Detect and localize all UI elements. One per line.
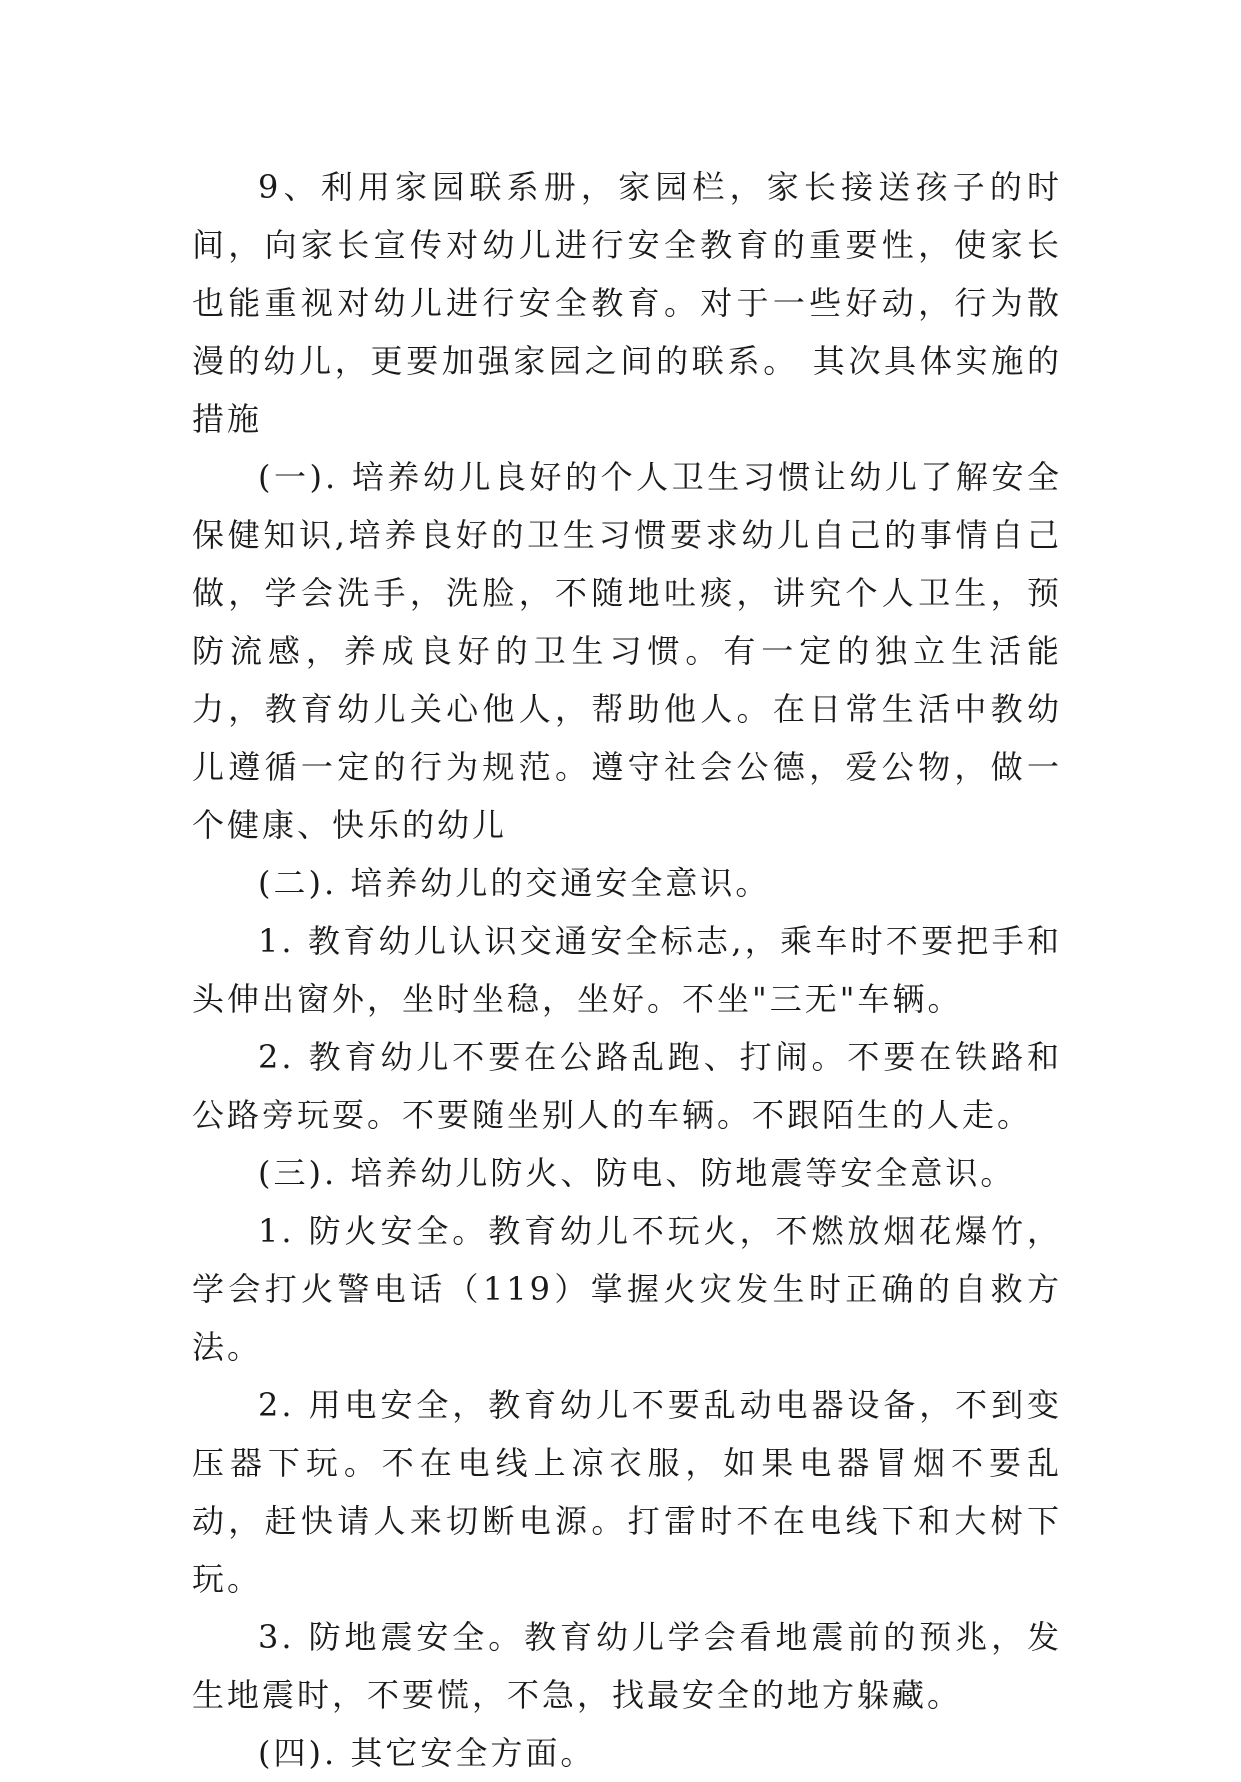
- paragraph-earthquake-safety: 3. 防地震安全。教育幼儿学会看地震前的预兆，发生地震时，不要慌，不急，找最安全的地方躲藏。: [192, 1618, 1062, 1714]
- paragraph-fire-safety: 1. 防火安全。教育幼儿不玩火，不燃放烟花爆竹，学会打火警电话（119）掌握火灾发生时正确的自救方法。: [192, 1212, 1062, 1366]
- paragraph-road-safety: 2. 教育幼儿不要在公路乱跑、打闹。不要在铁路和公路旁玩耍。不要随坐别人的车辆。不跟陌生的人走。: [192, 1038, 1062, 1134]
- heading-other-safety: (四). 其它安全方面。: [258, 1734, 596, 1772]
- document-body: [192, 158, 1062, 1782]
- paragraph-traffic-signs: 1. 教育幼儿认识交通安全标志,，乘车时不要把手和头伸出窗外，坐时坐稳，坐好。不坐"三无"车辆。: [192, 922, 1062, 1018]
- paragraph-hygiene-habits: (一). 培养幼儿良好的个人卫生习惯让幼儿了解安全保健知识,培养良好的卫生习惯要求幼儿自己的事情自己做，学会洗手，洗脸，不随地吐痰，讲究个人卫生，预防流感，养成良好的卫生习惯。有一定的独立生活能力，教育幼儿关心他人，帮助他人。在日常生活中教幼儿遵循一定的行为规范。遵守社会公德，爱公物，做一个健康、快乐的幼儿: [192, 458, 1062, 844]
- paragraph-electric-safety: 2. 用电安全，教育幼儿不要乱动电器设备，不到变压器下玩。不在电线上凉衣服，如果电器冒烟不要乱动，赶快请人来切断电源。打雷时不在电线下和大树下玩。: [192, 1386, 1062, 1598]
- heading-fire-electric-earthquake: (三). 培养幼儿防火、防电、防地震等安全意识。: [258, 1154, 1016, 1192]
- paragraph-home-school-contact: 9、利用家园联系册，家园栏，家长接送孩子的时间，向家长宣传对幼儿进行安全教育的重要性，使家长也能重视对幼儿进行安全教育。对于一些好动，行为散漫的幼儿，更要加强家园之间的联系。 其次具体实施的措施: [192, 168, 1062, 438]
- heading-traffic-safety: (二). 培养幼儿的交通安全意识。: [258, 864, 771, 902]
